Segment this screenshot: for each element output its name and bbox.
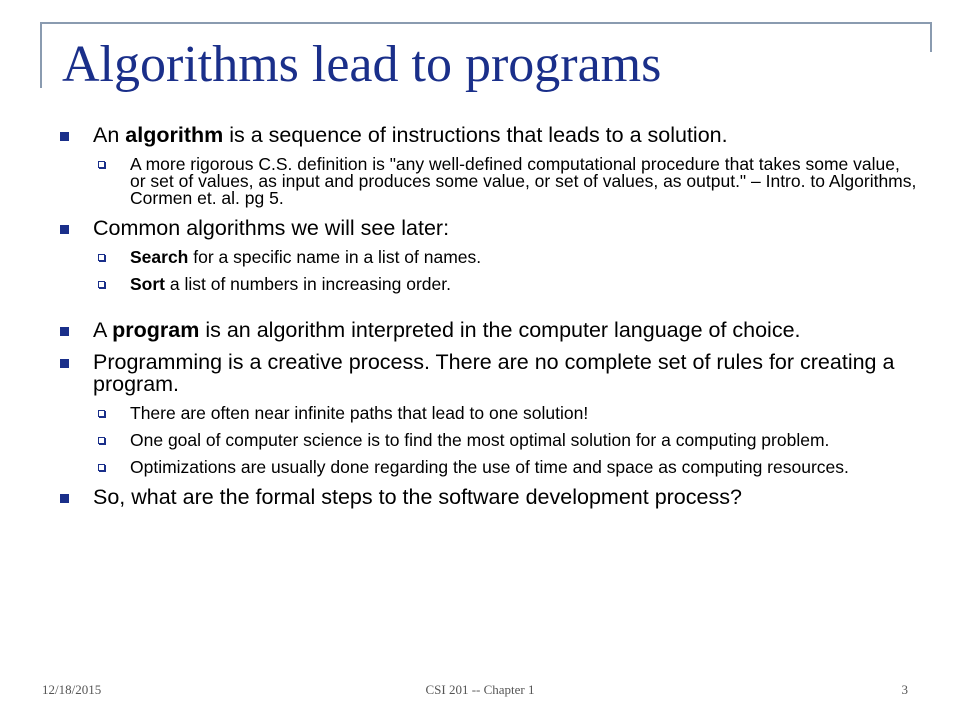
footer-page-number: 3 (901, 682, 908, 697)
bullet-program: A program is an algorithm interpreted in the computer language of choice. (60, 319, 920, 341)
square-bullet-icon (60, 132, 69, 141)
sub-bullet-optimizations: Optimizations are usually done regarding the use of time and space as computing resources. (60, 459, 920, 476)
sub-bullet-sort: Sort a list of numbers in increasing order. (60, 276, 920, 293)
footer-date: 12/18/2015 (42, 682, 102, 697)
bullet-formal-steps: So, what are the formal steps to the software development process? (60, 486, 920, 508)
sub-bullet-infinite-paths: There are often near infinite paths that lead to one solution! (60, 405, 920, 422)
sub-bullet-search: Search for a specific name in a list of names. (60, 249, 920, 266)
square-bullet-icon (60, 359, 69, 368)
hollow-square-bullet-icon (98, 437, 105, 444)
hollow-square-bullet-icon (98, 161, 105, 168)
bullet-common-algorithms: Common algorithms we will see later: (60, 217, 920, 239)
hollow-square-bullet-icon (98, 254, 105, 261)
square-bullet-icon (60, 225, 69, 234)
footer-course: CSI 201 -- Chapter 1 (425, 682, 535, 697)
sub-bullet-definition: A more rigorous C.S. definition is "any well-defined computational procedure that takes some value, or set of values, as input and produces some value, or set of values, as output." – Intro. to Algorithms, Cormen et. al. pg 5. (60, 156, 920, 207)
hollow-square-bullet-icon (98, 464, 105, 471)
slide-title: Algorithms lead to programs (62, 36, 662, 93)
frame-top-line (40, 22, 932, 24)
term-algorithm: algorithm (125, 123, 224, 147)
term-program: program (112, 318, 200, 342)
bullet-algorithm: An algorithm is a sequence of instructions that leads to a solution. (60, 124, 920, 146)
square-bullet-icon (60, 494, 69, 503)
hollow-square-bullet-icon (98, 410, 105, 417)
hollow-square-bullet-icon (98, 281, 105, 288)
sub-bullet-optimal-solution: One goal of computer science is to find the most optimal solution for a computing problem. (60, 432, 920, 449)
frame-left-line (40, 22, 42, 88)
frame-right-line (930, 22, 932, 52)
slide-body (60, 124, 920, 518)
bullet-programming-creative: Programming is a creative process. There are no complete set of rules for creating a program. (60, 351, 920, 395)
square-bullet-icon (60, 327, 69, 336)
